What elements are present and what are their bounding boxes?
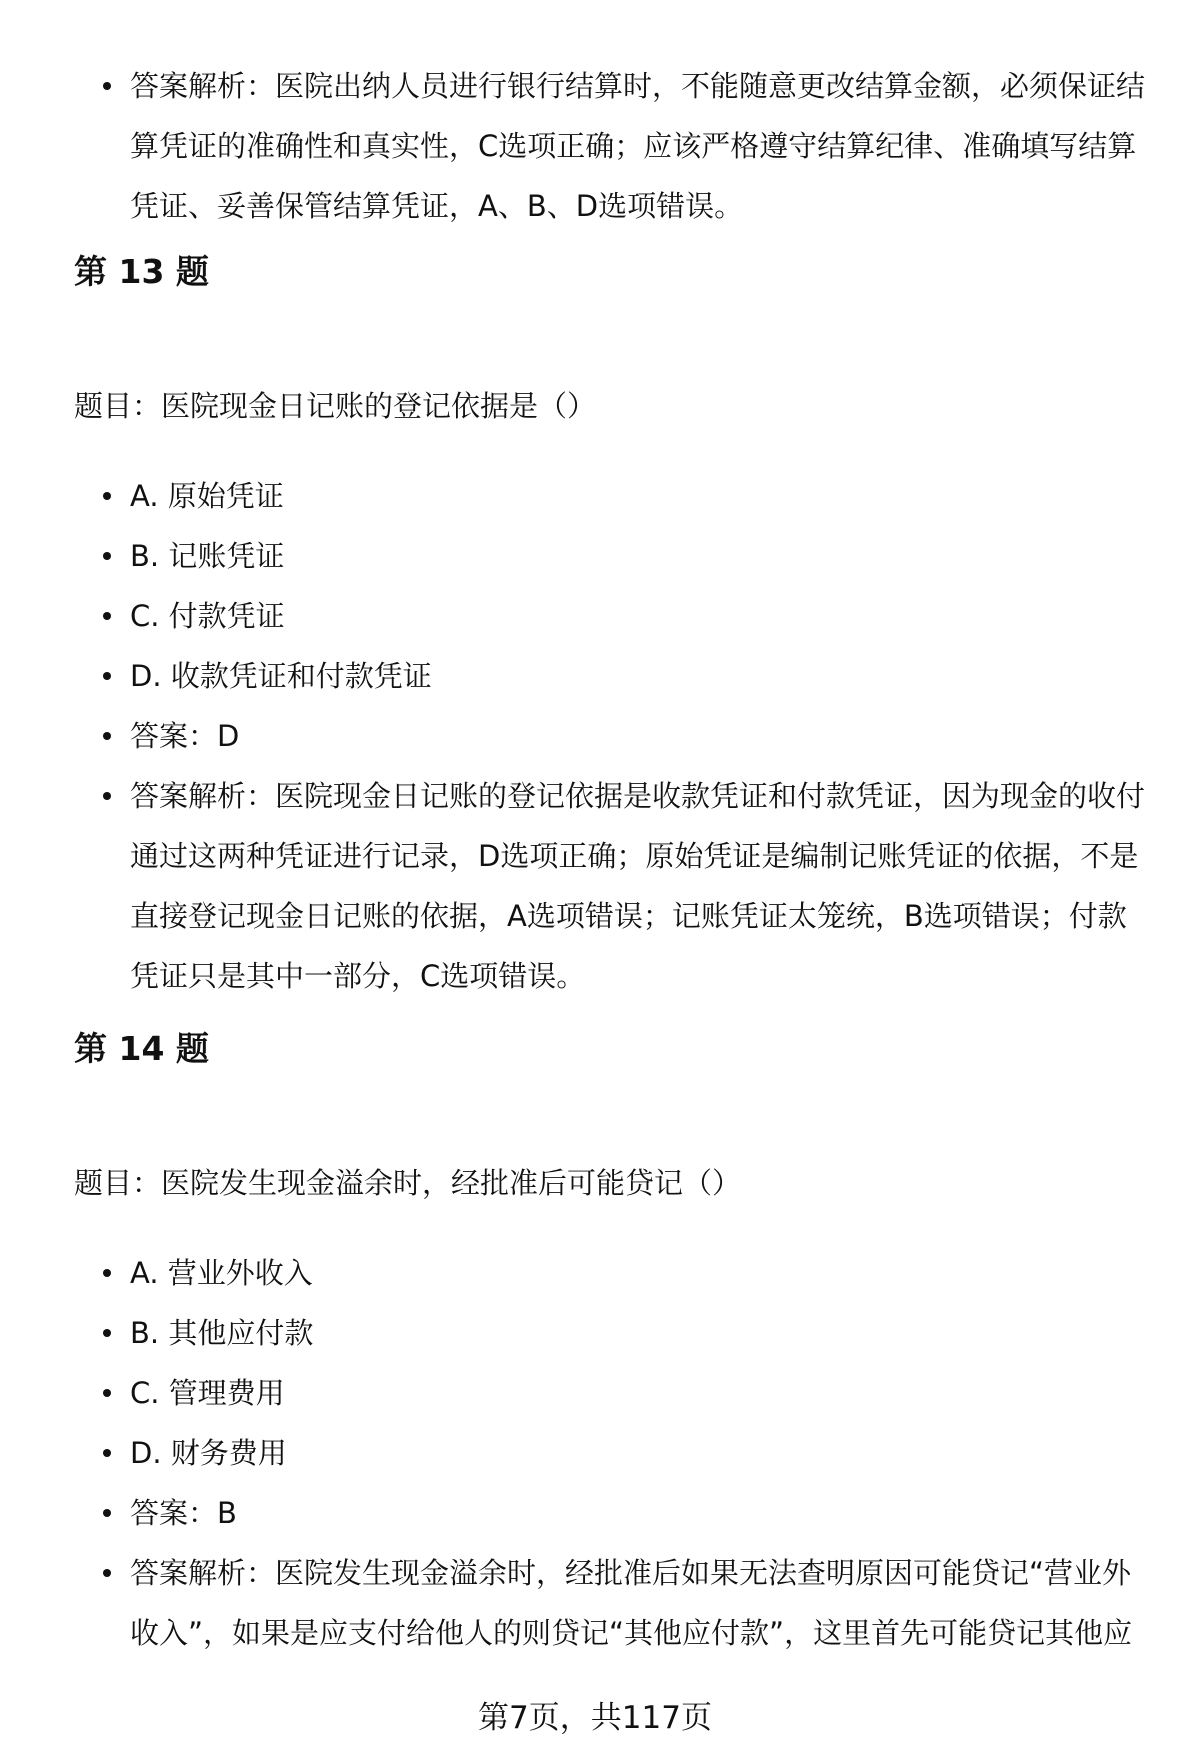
q14-explanation: 答案解析：医院发生现金溢余时，经批准后如果无法查明原因可能贷记“营业外收入”，如果是应支付给他人的则贷记“其他应付款”，这里首先可能贷记其他应	[0, 1543, 1190, 1663]
q12-tail	[0, 56, 1190, 236]
q13-options-list	[0, 466, 1190, 1006]
q14-options-list	[0, 1243, 1190, 1663]
q12-answer-list	[0, 56, 1190, 236]
q13-answer: 答案：D	[0, 706, 1190, 766]
q14-option-a: A. 营业外收入	[0, 1243, 1190, 1303]
page-indicator: 第7页，共117页	[478, 1700, 712, 1736]
q13-question: 题目：医院现金日记账的登记依据是（）	[74, 389, 597, 423]
q14-question: 题目：医院发生现金溢余时，经批准后可能贷记（）	[74, 1166, 742, 1200]
q14-option-c: C. 管理费用	[0, 1363, 1190, 1423]
q13-option-a: A. 原始凭证	[0, 466, 1190, 526]
q12-explanation: 答案解析：医院出纳人员进行银行结算时，不能随意更改结算金额，必须保证结算凭证的准确性和真实性，C选项正确；应该严格遵守结算纪律、准确填写结算凭证、妥善保管结算凭证，A、B、D选项错误。	[0, 56, 1190, 236]
q14-heading: 第 14 题	[74, 1029, 209, 1068]
q13-option-c: C. 付款凭证	[0, 586, 1190, 646]
q14-option-b: B. 其他应付款	[0, 1303, 1190, 1363]
q14-body	[0, 1243, 1190, 1663]
q13-option-d: D. 收款凭证和付款凭证	[0, 646, 1190, 706]
q13-heading: 第 13 题	[74, 252, 209, 291]
q14-answer: 答案：B	[0, 1483, 1190, 1543]
q13-option-b: B. 记账凭证	[0, 526, 1190, 586]
q14-option-d: D. 财务费用	[0, 1423, 1190, 1483]
q13-explanation: 答案解析：医院现金日记账的登记依据是收款凭证和付款凭证，因为现金的收付通过这两种凭证进行记录，D选项正确；原始凭证是编制记账凭证的依据，不是直接登记现金日记账的依据，A选项错误；记账凭证太笼统，B选项错误；付款凭证只是其中一部分，C选项错误。	[0, 766, 1190, 1006]
q13-body	[0, 466, 1190, 1006]
